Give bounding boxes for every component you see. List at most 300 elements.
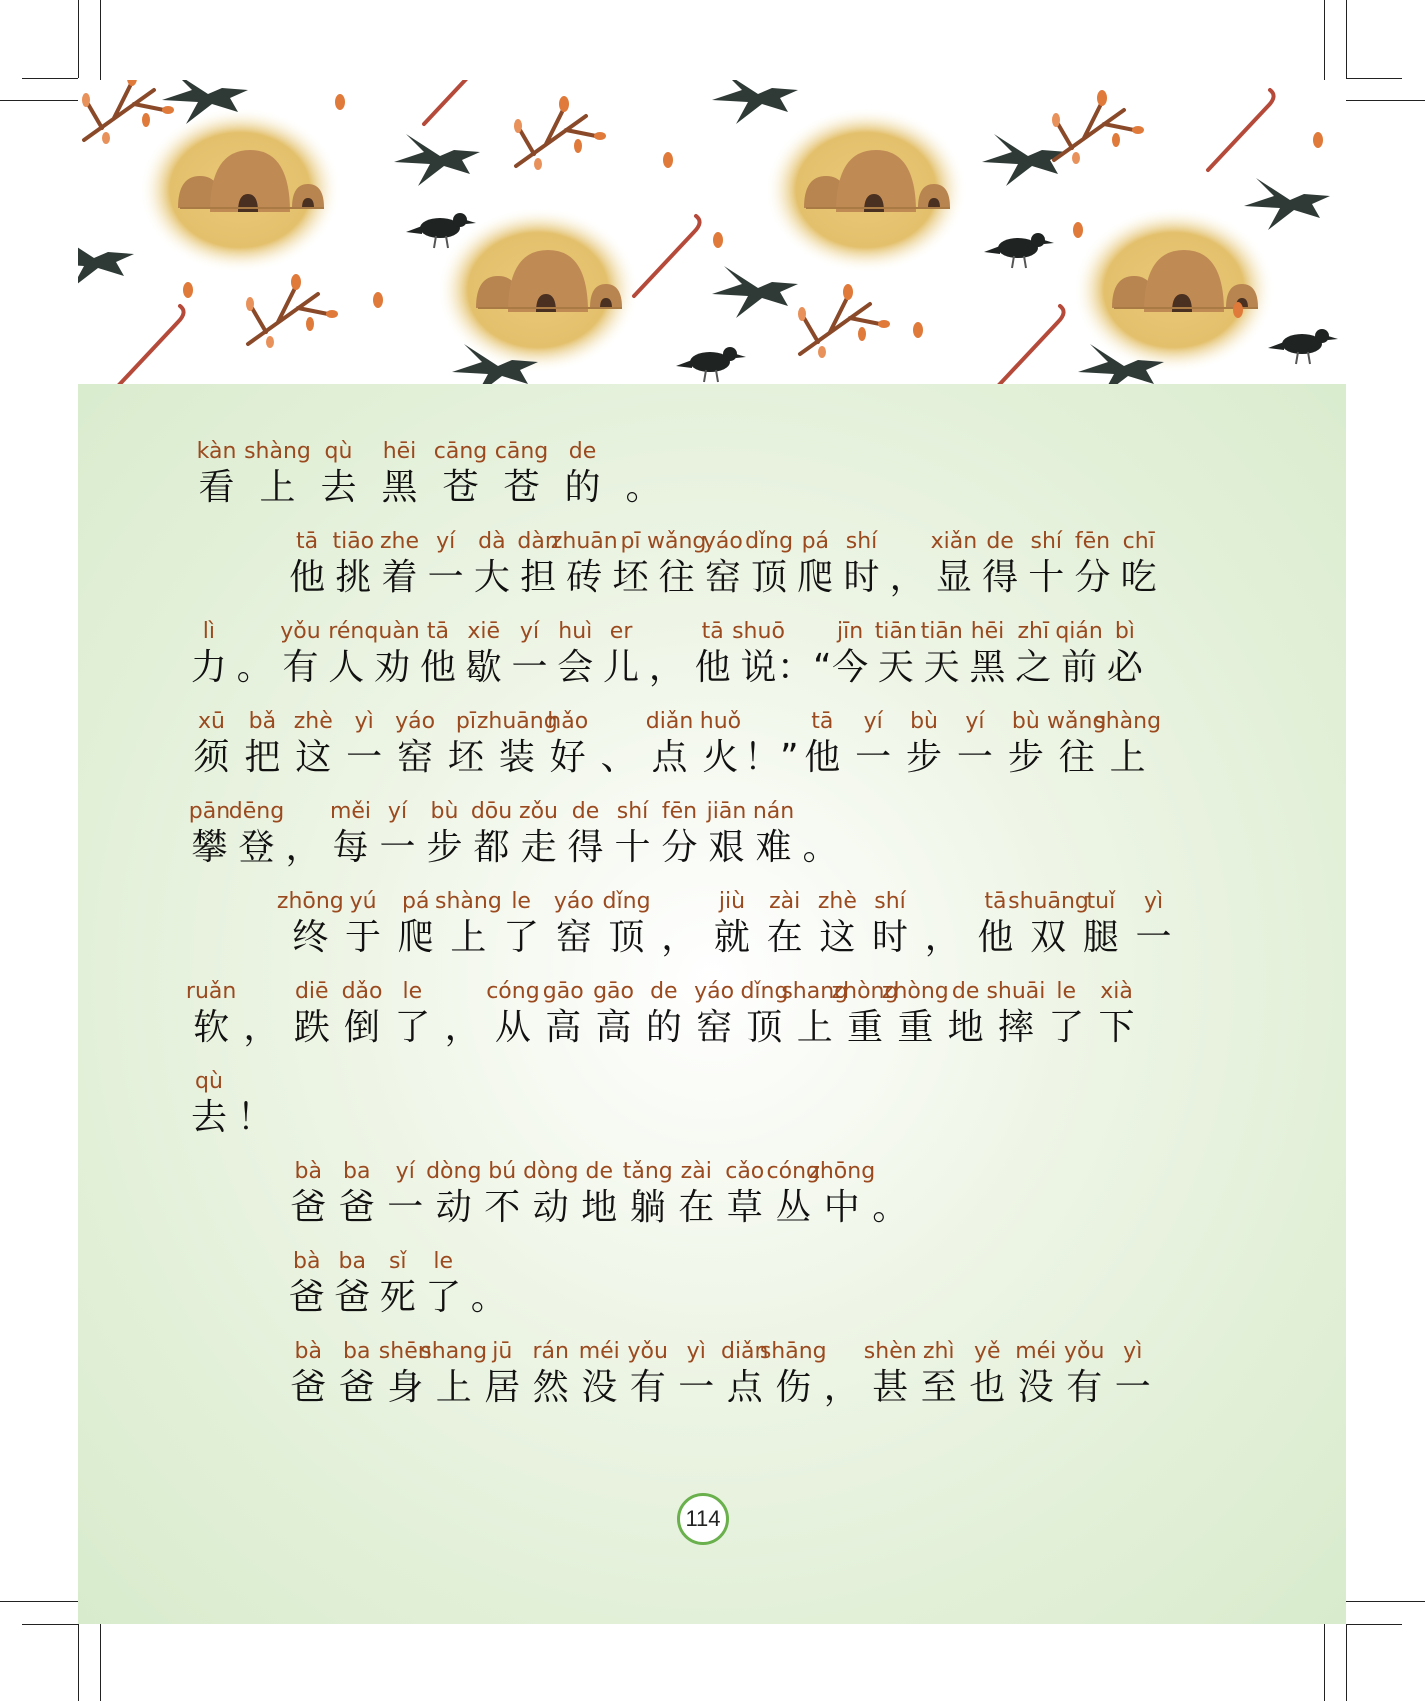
ruby-unit — [1114, 888, 1194, 960]
pinyin: dàn — [517, 529, 559, 554]
hanzi: 甚 — [872, 1367, 909, 1408]
hanzi: 难 — [755, 827, 792, 868]
cane-icon — [634, 216, 700, 296]
hanzi: 于 — [345, 917, 382, 958]
hanzi: 劝 — [374, 647, 411, 688]
hanzi: 上 — [450, 917, 487, 958]
hanzi: 必 — [1106, 647, 1143, 688]
pinyin: zhòng — [881, 979, 949, 1004]
hanzi: 。 — [872, 1187, 909, 1228]
hanzi: 没 — [1017, 1367, 1054, 1408]
hanzi: 之 — [1015, 647, 1052, 688]
hanzi: 。 — [802, 827, 839, 868]
pinyin: dǐng — [602, 889, 651, 914]
hanzi: 爸 — [338, 1367, 375, 1408]
ruby-unit — [449, 1248, 529, 1320]
pinyin: yǒu — [280, 619, 321, 644]
hanzi: 一 — [346, 737, 383, 778]
pinyin: le — [511, 889, 531, 914]
hanzi: 十 — [1028, 557, 1065, 598]
hut-icon — [1074, 208, 1274, 372]
leaf-icon — [663, 152, 673, 168]
pinyin: shí — [1030, 529, 1063, 554]
pinyin: bǎ — [248, 709, 277, 734]
pinyin: lì — [202, 619, 215, 644]
hanzi: 坯 — [447, 737, 484, 778]
pinyin: xiǎn — [930, 529, 978, 554]
hanzi: 下 — [1098, 1007, 1135, 1048]
pinyin: tiāo — [332, 529, 375, 554]
hanzi: 躺 — [629, 1187, 666, 1228]
hanzi: 苍 — [503, 467, 540, 508]
hanzi: 有 — [1066, 1367, 1103, 1408]
leaf-icon — [1233, 302, 1243, 318]
hanzi: 顶 — [751, 557, 788, 598]
pinyin: tā — [984, 889, 1007, 914]
pinyin: xiē — [467, 619, 501, 644]
hut-icon — [766, 108, 966, 272]
pinyin: zhè — [817, 889, 857, 914]
pinyin: jiù — [718, 889, 746, 914]
crow-icon — [676, 347, 746, 382]
hanzi: 显 — [935, 557, 972, 598]
hanzi: 歇 — [465, 647, 502, 688]
hanzi: 往 — [658, 557, 695, 598]
hanzi: 至 — [920, 1367, 957, 1408]
pinyin: hǎo — [547, 709, 589, 734]
hanzi: 一 — [511, 647, 548, 688]
hanzi: 装 — [498, 737, 535, 778]
hanzi: 也 — [969, 1367, 1006, 1408]
pinyin: tǎng — [622, 1159, 673, 1184]
pinyin: shàng — [435, 889, 502, 914]
pinyin: dà — [478, 529, 506, 554]
hanzi: 往 — [1058, 737, 1095, 778]
crop-mark — [78, 1624, 79, 1701]
crow-icon — [78, 236, 134, 288]
pinyin: ba — [343, 1159, 371, 1184]
hanzi: 步 — [906, 737, 943, 778]
hanzi: 有 — [282, 647, 319, 688]
hanzi: 一 — [427, 557, 464, 598]
pinyin: er — [609, 619, 633, 644]
hanzi: 担 — [520, 557, 557, 598]
pinyin: qián — [1055, 619, 1103, 644]
hanzi: 一 — [379, 827, 416, 868]
pinyin: shí — [874, 889, 906, 914]
pinyin: méi — [1015, 1339, 1057, 1364]
pinyin: kàn — [196, 439, 237, 464]
pinyin: yì — [1123, 1339, 1143, 1364]
pinyin: zhì — [922, 1339, 955, 1364]
hanzi: 跌 — [293, 1007, 330, 1048]
hanzi: 了 — [1048, 1007, 1085, 1048]
hanzi: 草 — [726, 1187, 763, 1228]
pinyin: de — [571, 799, 600, 824]
hanzi: 没 — [581, 1367, 618, 1408]
pinyin — [215, 1068, 295, 1096]
hanzi: 爬 — [797, 557, 834, 598]
leaf-icon — [1073, 222, 1083, 238]
pinyin: cāng — [494, 439, 549, 464]
pinyin: shang — [781, 979, 849, 1004]
hanzi: 十 — [614, 827, 651, 868]
hanzi: 双 — [1030, 917, 1067, 958]
pinyin: shuō — [732, 619, 785, 644]
hanzi: 艰 — [708, 827, 745, 868]
pinyin: yí — [436, 529, 456, 554]
pinyin: tā — [296, 529, 319, 554]
hanzi: 地 — [947, 1007, 984, 1048]
pinyin: bà — [293, 1249, 321, 1274]
pinyin: zhuān — [550, 529, 618, 554]
pinyin: sǐ — [388, 1249, 407, 1274]
pinyin: dǐng — [740, 979, 789, 1004]
hanzi: 爬 — [397, 917, 434, 958]
leaf-icon — [335, 94, 345, 110]
hanzi: 重 — [897, 1007, 934, 1048]
pinyin: bà — [294, 1159, 322, 1184]
pinyin: yǒu — [1064, 1339, 1105, 1364]
pinyin: shang — [420, 1339, 488, 1364]
pinyin: shuāi — [986, 979, 1046, 1004]
pinyin: fēn — [1074, 529, 1111, 554]
hanzi: 伤 — [775, 1367, 812, 1408]
pinyin: de — [585, 1159, 613, 1184]
hanzi: 把 — [244, 737, 281, 778]
hanzi: 儿 — [603, 647, 640, 688]
hanzi: 一 — [956, 737, 993, 778]
branch-icon — [246, 274, 338, 348]
pinyin: tiān — [874, 619, 917, 644]
pinyin: diǎn — [720, 1339, 769, 1364]
pinyin: zhōng — [276, 889, 344, 914]
hanzi: 大 — [473, 557, 510, 598]
hanzi: 摔 — [997, 1007, 1034, 1048]
pinyin: cóng — [766, 1159, 820, 1184]
crop-mark — [1346, 1624, 1347, 1701]
hanzi: 动 — [435, 1187, 472, 1228]
pinyin: yì — [1143, 889, 1164, 914]
pinyin: yáo — [395, 709, 436, 734]
leaf-icon — [713, 232, 723, 248]
hanzi: 高 — [545, 1007, 582, 1048]
pinyin: xià — [1100, 979, 1133, 1004]
pinyin: dōu — [470, 799, 513, 824]
hanzi: 倒 — [344, 1007, 381, 1048]
pinyin: de — [568, 439, 597, 464]
leaf-icon — [183, 282, 193, 298]
hanzi: 着 — [381, 557, 418, 598]
hanzi: 的 — [645, 1007, 682, 1048]
hanzi: 点 — [651, 737, 688, 778]
pinyin: shí — [616, 799, 649, 824]
ruby-unit — [215, 1068, 295, 1140]
hanzi: 火 — [702, 737, 739, 778]
pinyin: tuǐ — [1086, 889, 1116, 914]
hanzi: 从 — [494, 1007, 531, 1048]
hanzi: 动 — [532, 1187, 569, 1228]
hanzi: 上 — [259, 467, 296, 508]
pinyin: zhī — [1017, 619, 1050, 644]
pinyin: zǒu — [519, 799, 558, 824]
pinyin: yì — [686, 1339, 706, 1364]
hanzi: 得 — [982, 557, 1019, 598]
pinyin: shèn — [863, 1339, 917, 1364]
pinyin: tā — [701, 619, 724, 644]
pinyin: cóng — [486, 979, 540, 1004]
hanzi: 分 — [1074, 557, 1111, 598]
pinyin — [604, 438, 684, 466]
hanzi: ！” — [744, 737, 799, 778]
hanzi: 步 — [426, 827, 463, 868]
hanzi: 腿 — [1082, 917, 1119, 958]
hanzi: 都 — [473, 827, 510, 868]
hanzi: ， — [285, 827, 322, 868]
hanzi: 黑 — [381, 467, 418, 508]
hanzi: 力 — [190, 647, 227, 688]
pinyin: zài — [769, 889, 801, 914]
pinyin: diē — [294, 979, 329, 1004]
hanzi: 登 — [238, 827, 275, 868]
pinyin: fēn — [661, 799, 698, 824]
pinyin: shàng — [244, 439, 311, 464]
pinyin: gāo — [593, 979, 634, 1004]
pinyin: yáo — [553, 889, 594, 914]
pinyin: de — [986, 529, 1014, 554]
page-number: 114 — [677, 1493, 729, 1545]
pinyin — [449, 1248, 529, 1276]
pinyin: cǎo — [725, 1159, 765, 1184]
crow-icon — [394, 134, 480, 186]
pinyin: pá — [402, 889, 430, 914]
hanzi: 窑 — [555, 917, 592, 958]
pinyin: pá — [801, 529, 830, 554]
hanzi: 步 — [1007, 737, 1044, 778]
pinyin: bù — [1011, 709, 1040, 734]
hanzi: 不 — [484, 1187, 521, 1228]
pinyin: yí — [395, 1159, 415, 1184]
pinyin: nán — [752, 799, 795, 824]
crow-icon — [712, 80, 798, 124]
branch-icon — [82, 80, 174, 144]
hanzi: 时 — [843, 557, 880, 598]
hanzi: 天 — [923, 647, 960, 688]
pinyin: bì — [1114, 619, 1135, 644]
pinyin: hēi — [970, 619, 1005, 644]
hanzi: 得 — [567, 827, 604, 868]
pinyin: cāng — [433, 439, 488, 464]
pinyin: ba — [338, 1249, 366, 1274]
hanzi: 黑 — [969, 647, 1006, 688]
pinyin: bà — [294, 1339, 322, 1364]
pinyin: pī — [620, 529, 641, 554]
ruby-unit — [1085, 618, 1165, 690]
pinyin: ruǎn — [185, 979, 237, 1004]
hanzi: 上 — [796, 1007, 833, 1048]
pinyin: yáo — [702, 529, 743, 554]
hanzi: 高 — [595, 1007, 632, 1048]
ruby-unit — [1093, 1338, 1173, 1410]
crop-mark — [1346, 78, 1402, 79]
pinyin: rén — [328, 619, 365, 644]
hanzi: 他 — [694, 647, 731, 688]
pinyin: zhòng — [831, 979, 899, 1004]
hanzi: 每 — [332, 827, 369, 868]
hanzi: 他 — [977, 917, 1014, 958]
pinyin: yì — [354, 709, 374, 734]
hanzi: 走 — [520, 827, 557, 868]
hanzi: 有 — [629, 1367, 666, 1408]
hanzi: 爸 — [288, 1277, 325, 1318]
hanzi: 在 — [678, 1187, 715, 1228]
pinyin: yí — [863, 709, 883, 734]
pinyin: jiān — [706, 799, 747, 824]
pinyin: shàng — [1094, 709, 1162, 734]
pinyin: tiān — [920, 619, 963, 644]
pinyin: jū — [492, 1339, 513, 1364]
pinyin: shāng — [759, 1339, 827, 1364]
pinyin: gāo — [542, 979, 584, 1004]
pinyin: quàn — [364, 619, 420, 644]
pinyin: dǐng — [745, 529, 794, 554]
hanzi: 坯 — [612, 557, 649, 598]
hanzi: 一 — [855, 737, 892, 778]
ruby-unit — [1077, 978, 1157, 1050]
hanzi: 居 — [484, 1367, 521, 1408]
pinyin: le — [433, 1249, 454, 1274]
hanzi: 就 — [713, 917, 750, 958]
pinyin: zhe — [379, 529, 420, 554]
hanzi: 窑 — [696, 1007, 733, 1048]
hanzi: 然 — [532, 1367, 569, 1408]
pinyin: huǒ — [699, 709, 742, 734]
hanzi: 挑 — [335, 557, 372, 598]
branch-icon — [798, 284, 890, 358]
hanzi: 这 — [295, 737, 332, 778]
pinyin: shēn — [378, 1339, 432, 1364]
pinyin: shuāng — [1008, 889, 1089, 914]
hanzi: 上 — [435, 1367, 472, 1408]
pinyin: wǎng — [1047, 709, 1107, 734]
hanzi: 爸 — [290, 1367, 327, 1408]
pinyin: yě — [973, 1339, 1001, 1364]
pinyin: ba — [343, 1339, 371, 1364]
hut-icon — [140, 108, 340, 272]
pinyin: jīn — [837, 619, 864, 644]
hanzi: 窑 — [704, 557, 741, 598]
hanzi: 去 — [320, 467, 357, 508]
leaf-icon — [373, 292, 383, 308]
hanzi: 上 — [1109, 737, 1146, 778]
hanzi: ， — [924, 917, 961, 958]
pinyin: shí — [845, 529, 878, 554]
pinyin: hēi — [382, 439, 417, 464]
hanzi: 中 — [823, 1187, 860, 1228]
illustration-banner — [78, 80, 1346, 384]
hanzi: 须 — [193, 737, 230, 778]
pinyin: zhè — [293, 709, 333, 734]
pinyin: yí — [387, 799, 408, 824]
crow-icon — [984, 233, 1054, 268]
hanzi: 前 — [1061, 647, 1098, 688]
hanzi: 分 — [661, 827, 698, 868]
hanzi: 终 — [292, 917, 329, 958]
leaf-icon — [1313, 132, 1323, 148]
hanzi: 一 — [1135, 917, 1172, 958]
branch-icon — [1052, 90, 1144, 164]
hanzi: 苍 — [442, 467, 479, 508]
hanzi: 软 — [193, 1007, 230, 1048]
hanzi: 点 — [726, 1367, 763, 1408]
hanzi: ， — [889, 557, 926, 598]
ruby-unit — [1088, 708, 1168, 780]
hanzi: 重 — [847, 1007, 884, 1048]
hanzi: 死 — [379, 1277, 416, 1318]
hanzi: 吃 — [1120, 557, 1157, 598]
crop-mark — [1346, 0, 1347, 78]
cane-icon — [118, 306, 184, 384]
hanzi: 。 — [470, 1277, 507, 1318]
crop-mark — [22, 78, 78, 79]
hanzi: ， — [823, 1367, 860, 1408]
pinyin: zhōng — [808, 1159, 876, 1184]
hanzi: ， — [648, 647, 685, 688]
crop-mark — [78, 0, 79, 78]
hanzi: 地 — [581, 1187, 618, 1228]
hanzi: 会 — [557, 647, 594, 688]
hanzi: 了 — [394, 1007, 431, 1048]
ruby-unit — [850, 1158, 930, 1230]
cane-icon — [998, 306, 1064, 384]
hanzi: 去 — [190, 1097, 227, 1138]
pinyin: qù — [195, 1069, 223, 1094]
pinyin: yú — [349, 889, 377, 914]
pinyin: yǒu — [627, 1339, 668, 1364]
hanzi: 一 — [387, 1187, 424, 1228]
pinyin: rán — [532, 1339, 569, 1364]
pinyin: bù — [910, 709, 938, 734]
hanzi: 他 — [419, 647, 456, 688]
pinyin: měi — [329, 799, 372, 824]
hanzi: 一 — [678, 1367, 715, 1408]
hanzi: ：“ — [776, 647, 832, 688]
ruby-unit — [1099, 528, 1179, 600]
cane-icon — [424, 80, 490, 124]
leaf-icon — [913, 322, 923, 338]
hanzi: ， — [243, 1007, 280, 1048]
pinyin: zhuāng — [476, 709, 558, 734]
hanzi: ， — [444, 1007, 481, 1048]
hanzi: 的 — [564, 467, 601, 508]
hanzi: 爸 — [290, 1187, 327, 1228]
pinyin: yí — [965, 709, 985, 734]
cane-icon — [1208, 90, 1274, 170]
pinyin: de — [650, 979, 678, 1004]
pinyin: dǎo — [341, 979, 383, 1004]
crop-mark — [22, 1624, 78, 1625]
hanzi: 人 — [328, 647, 365, 688]
hanzi: 今 — [832, 647, 869, 688]
pinyin: pān — [188, 799, 231, 824]
hanzi: 爸 — [338, 1187, 375, 1228]
hanzi: 顶 — [746, 1007, 783, 1048]
hanzi: 、 — [600, 737, 637, 778]
hanzi: 他 — [804, 737, 841, 778]
pinyin: yáo — [694, 979, 735, 1004]
pinyin: xū — [197, 709, 225, 734]
pinyin — [781, 798, 861, 826]
